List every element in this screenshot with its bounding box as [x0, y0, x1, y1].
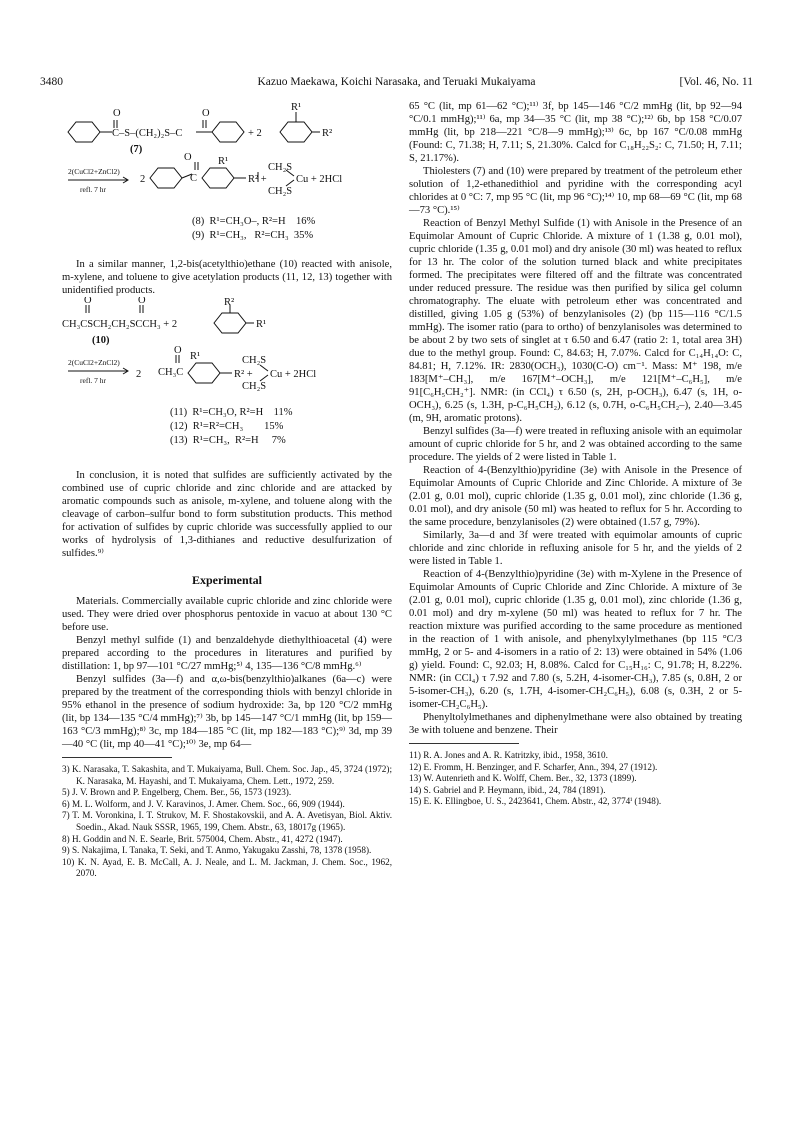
- footnote: 12) E. Fromm, H. Benzinger, and F. Scharfer, Ann., 394, 27 (1912).: [409, 761, 658, 772]
- paragraph-acetylation: In a similar manner, 1,2-bis(acetylthio)ethane (10) reacted with anisole, m-xylene, and toluene to give acetylation products (11, 12, 13) together with unidentified products.: [62, 259, 392, 296]
- footnotes-left: [62, 764, 392, 880]
- svg-text:CH₂S: CH₂S: [268, 162, 293, 173]
- footnote-rule: [62, 757, 172, 758]
- scheme-2-reactant: CH₃CSCH₂CH₂SCCH₃ + 2: [62, 319, 178, 330]
- page-number: 3480: [40, 76, 63, 88]
- svg-text:CH₂S: CH₂S: [242, 355, 267, 366]
- scheme-2-conditions-bottom: refl. 7 hr: [80, 376, 107, 385]
- svg-text:CH₂S: CH₂S: [242, 381, 267, 392]
- paragraph-thiolesters: Thiolesters (7) and (10) were prepared by treatment of the petroleum ether solution of 1,2-ethanedithiol and pyridine with the corresponding acyl chlorides at 0 °C: 7, mp 95 °C (lit, mp 96 °C);¹⁴⁾ 10, mp 68—69 °C (lit, mp 68—73 °C).¹⁵⁾: [409, 166, 742, 216]
- scheme-1-product-9: (9) R¹=CH₃, R²=CH₃ 35%: [192, 230, 314, 241]
- footnote: 9) S. Nakajima, I. Tanaka, T. Seki, and T. Anmo, Yakugaku Zasshi, 78, 1378 (1958).: [62, 845, 372, 856]
- svg-text:R²: R²: [224, 297, 235, 308]
- footnote: 14) S. Gabriel and P. Heymann, ibid., 24, 784 (1891).: [409, 784, 606, 795]
- paragraph-conclusion: In conclusion, it is noted that sulfides are sufficiently activated by the combined use of cupric chloride and zinc chloride and are attacked by aromatic compounds such as anisole, m-xylene, and toluene along with the cleavage of carbon–sulfur bond to form substitution products. This method for activation of sulfides by cupric chloride was successfully applied to our works of hydrolysis of 1,3-dithianes and reductive desulfurization of sulfides.⁹⁾: [62, 470, 392, 559]
- running-authors: Kazuo Maekawa, Koichi Narasaka, and Teruaki Mukaiyama: [257, 76, 536, 88]
- svg-text:O: O: [174, 345, 182, 356]
- scheme-2-drawing: [62, 297, 392, 469]
- scheme-1-reactant-label: (7): [130, 144, 143, 155]
- paragraph-continuation: 65 °C (lit, mp 61—62 °C);¹¹⁾ 3f, bp 145—146 °C/2 mmHg (lit, bp 92—94 °C/0.1 mmHg);¹¹⁾ 6a, mp 34—35 °C (lit, mp 38 °C);¹²⁾ 6b, bp 158 °C/0.07 mmHg (lit, bp 218—221 °C/8—9 mmHg);¹³⁾ 6c, bp 167 °C/0.08 mmHg (Found: C, 71.38; H, 7.11; S, 21.30%. Calcd for C₁₈H₂₂S₂: C, 71.50; H, 7.11; S, 21.17%).: [409, 101, 742, 164]
- svg-text:R¹: R¹: [218, 156, 229, 167]
- scheme-1-conditions-bottom: refl. 7 hr: [80, 185, 107, 194]
- scheme-1-drawing: [62, 100, 392, 258]
- scheme-2-product-12: (12) R¹=R²=CH₃ 15%: [170, 421, 284, 432]
- paragraph-materials: Materials. Commercially available cupric chloride and zinc chloride were used. They were dried over phosphorus pentoxide in vacuo at about 130 °C before use.: [62, 596, 392, 633]
- footnote: 5) J. V. Brown and P. Engelberg, Chem. Ber., 56, 1573 (1923).: [62, 787, 292, 798]
- section-heading-experimental: Experimental: [192, 573, 262, 587]
- paragraph-similarly: Similarly, 3a—d and 3f were treated with equimolar amounts of cupric chloride and zinc chloride in refluxing anisole for 5 hr, and the yields of 2 were listed in Table 1.: [409, 530, 742, 567]
- right-column: [409, 100, 742, 808]
- svg-text:CH₃C: CH₃C: [158, 367, 184, 378]
- svg-text:R² +: R² +: [248, 174, 267, 185]
- scheme-2-product-13: (13) R¹=CH₃, R²=H 7%: [170, 435, 286, 446]
- svg-text:2: 2: [136, 369, 142, 380]
- scheme-1-product-8: (8) R¹=CH₃O–, R²=H 16%: [192, 216, 316, 227]
- reaction-scheme-2: [62, 297, 392, 469]
- footnote: 15) E. K. Ellingboe, U. S., 2423641, Chem. Abstr., 42, 3774ⁱ (1948).: [409, 796, 662, 807]
- svg-text:R¹: R¹: [190, 351, 201, 362]
- footnote: 8) H. Goddin and N. E. Searle, Brit. 575004, Chem. Abstr., 41, 4272 (1947).: [62, 833, 343, 844]
- running-header: [40, 76, 753, 92]
- footnote-rule: [409, 743, 519, 744]
- paragraph-reaction-3e-xylene: Reaction of 4-(Benzylthio)pyridine (3e) with m-Xylene in the Presence of Equimolar Amounts of Cupric Chloride and Zinc Chloride. A mixture of 3e (2.01 g, 0.01 mol), cupric chloride (1.35 g, 0.01 mol), zinc chloride (1.36 g, 0.01 mol) and dry m-xylene (50 ml) was heated to reflux for 7 hr. The reaction mixture was purified according to the same procedure as mentioned in the reaction of 1 with anisole, and phenylxylylmethanes (bp 115 °C/3 mmHg, 2 or 5- and 4-isomers in a ratio of 2: 13) were obtained in 54% (1.06 g) yield. Found: C, 92.03; H, 8.08%. Calcd for C₁₅H₁₆: C, 91.78; H, 8.22%. NMR: (in CCl₄) τ 7.92 and 7.80 (s, 5.2H, 4-isomer-CH₃), 7.85 (s, 0.8H, 2 or 5-isomer-CH₃), 6.20 (s, 1.7H, 4-isomer-CH₂C₆H₅), 6.08 (s, 0.3H, 2 or 5-isomer-CH₂C₆H₅).: [409, 569, 742, 710]
- svg-text:R²: R²: [322, 128, 333, 139]
- footnotes-right: [409, 750, 742, 808]
- footnote: 7) T. M. Voronkina, I. T. Strukov, M. F. Shostakovskii, and A. A. Avetisyan, Biol. Aktiv. Soedin., Akad. Nauk SSSR, 1965, 199, Chem. Abstr., 63, 18017g (1965).: [62, 810, 392, 832]
- svg-text:CH₂S: CH₂S: [268, 186, 293, 197]
- footnote: 3) K. Narasaka, T. Sakashita, and T. Mukaiyama, Bull. Chem. Soc. Jap., 45, 3724 (1972); K. Narasaka, M. Hayashi, and T. Mukaiyama, Chem. Lett., 1972, 259.: [62, 764, 392, 786]
- svg-text:R¹: R¹: [256, 319, 267, 330]
- paragraph-benzyl-sulfides-treated: Benzyl sulfides (3a—f) were treated in refluxing anisole with an equimolar amount of cupric chloride for 5 hr, and 2 was obtained according to the same procedure. The yields of 2 were listed in Table 1.: [409, 426, 742, 463]
- svg-text:Cu + 2HCl: Cu + 2HCl: [270, 369, 317, 380]
- volume-info: [Vol. 46, No. 11: [679, 76, 753, 88]
- paragraph-benzyl-methyl-sulfide: Benzyl methyl sulfide (1) and benzaldehyde diethylthioacetal (4) were prepared according to the procedures in literatures and purified by distillation: 1, bp 97—101 °C/27 mmHg;⁵⁾ 4, 135—136 °C/8 mmHg.⁶⁾: [62, 635, 392, 672]
- footnote: 6) M. L. Wolform, and J. V. Karavinos, J. Amer. Chem. Soc., 66, 909 (1944).: [62, 798, 345, 809]
- scheme-2-conditions-top: 2(CuCl2+ZnCl2): [68, 358, 120, 367]
- svg-text:O: O: [138, 297, 146, 306]
- scheme-2-product-11: (11) R¹=CH₃O, R²=H 11%: [170, 407, 293, 418]
- footnote: 11) R. A. Jones and A. R. Katritzky, ibid., 1958, 3610.: [409, 750, 608, 760]
- svg-text:R¹: R¹: [291, 102, 302, 113]
- svg-text:C–S–(CH₂)₂S–C: C–S–(CH₂)₂S–C: [112, 128, 183, 139]
- svg-text:C: C: [190, 173, 198, 184]
- svg-text:R² +: R² +: [234, 369, 253, 380]
- scheme-2-reactant-label: (10): [92, 335, 110, 346]
- footnote: 13) W. Autenrieth and K. Wolff, Chem. Ber., 32, 1373 (1899).: [409, 773, 637, 784]
- svg-text:Cu + 2HCl: Cu + 2HCl: [296, 174, 343, 185]
- scheme-1-conditions-top: 2(CuCl2+ZnCl2): [68, 167, 120, 176]
- footnote: 10) K. N. Ayad, E. B. McCall, A. J. Neale, and L. M. Jackman, J. Chem. Soc., 1962, 2070.: [62, 856, 392, 879]
- paragraph-phenyltolylmethanes: Phenyltolylmethanes and diphenylmethane were also obtained by treating 3e with toluene and benzene. Their: [409, 712, 742, 736]
- svg-text:2: 2: [140, 174, 146, 185]
- svg-text:O: O: [84, 297, 92, 306]
- left-column: [62, 100, 392, 880]
- svg-text:+ 2: + 2: [248, 128, 262, 139]
- paragraph-reaction-1-anisole: Reaction of Benzyl Methyl Sulfide (1) with Anisole in the Presence of an Equimolar Amount of Cupric Chloride. A mixture of 1 (1.38 g, 0.01 mol), cupric chloride (1.35 g, 0.01 mol) and dry anisole (30 ml) was heated to reflux for 13 hr. The color of the solution turned black and white precipitates formed. The precipitates were filtered off and the filtrate was concentrated under reduced pressure. The residue was then purified by silica gel column chromatography. The eluate with petroleum ether was concentrated and distilled, giving 1.05 g (53%) of benzylanisoles (2) (bp 115—116 °C/1.5 mmHg). The isomer ratio (para to ortho) of benzylanisoles was determined to be about 2 by two sets of singlet at τ 6.50 and 6.47 (ratio 2: 1, total area 3H) due to the methyl group. Found: C, 84.63; H, 7.07%. Calcd for C₁₄H₁₄O: C, 84.81; H, 7.12%. IR: 2830(OCH₃), 1030(C-O) cm⁻¹. Mass: M⁺ 198, m/e 183[M⁺–CH₃], m/e 167[M⁺–OCH₃], m/e 121[M⁺–C₆H₅], m/e 91[C₆H₅CH₂⁺]. NMR: (in CCl₄) τ 6.50 (s, 2H, p-OCH₃), 6.47 (s, 1H, o-OCH₃), 6.25 (s, 1.3H, p-C₆H₅CH₂), 6.12 (s, 0.7H, o-C₆H₅CH₂–), 2.40—3.45 (m, 9H, aromatic protons).: [409, 218, 742, 424]
- paragraph-reaction-3e-anisole: Reaction of 4-(Benzylthio)pyridine (3e) with Anisole in the Presence of Equimolar Amounts of Cupric Chloride and Zinc Chloride. A mixture of 3e (2.01 g, 0.01 mol), cupric chloride (1.35 g, 0.01 mol), zinc chloride (1.36 g, 0.01 mol), and dry anisole (50 ml) was heated to reflux for 5 hr. According to the same procedure, benzylanisoles (2) were obtained (1.57 g, 79%).: [409, 465, 742, 528]
- paragraph-benzyl-sulfides: Benzyl sulfides (3a—f) and α,ω-bis(benzylthio)alkanes (6a—c) were prepared by the treatment of the corresponding thiols with benzyl chloride in 95% ethanol in the presence of sodium hydroxide: 3a, bp 120 °C/2 mmHg (lit, bp 134—135 °C/4 mmHg);⁷⁾ 3b, bp 145—147 °C/1 mmHg (lit, bp 159—163 °C/3 mmHg);⁸⁾ 3c, mp 184—185 °C (lit, mp 182—183 °C);⁹⁾ 3d, mp 39—40 °C (lit, mp 40—41 °C);¹⁰⁾ 3e, mp 64—: [62, 674, 392, 750]
- svg-text:O: O: [113, 108, 121, 119]
- svg-text:O: O: [202, 108, 210, 119]
- reaction-scheme-1: [62, 100, 392, 258]
- svg-text:O: O: [184, 152, 192, 163]
